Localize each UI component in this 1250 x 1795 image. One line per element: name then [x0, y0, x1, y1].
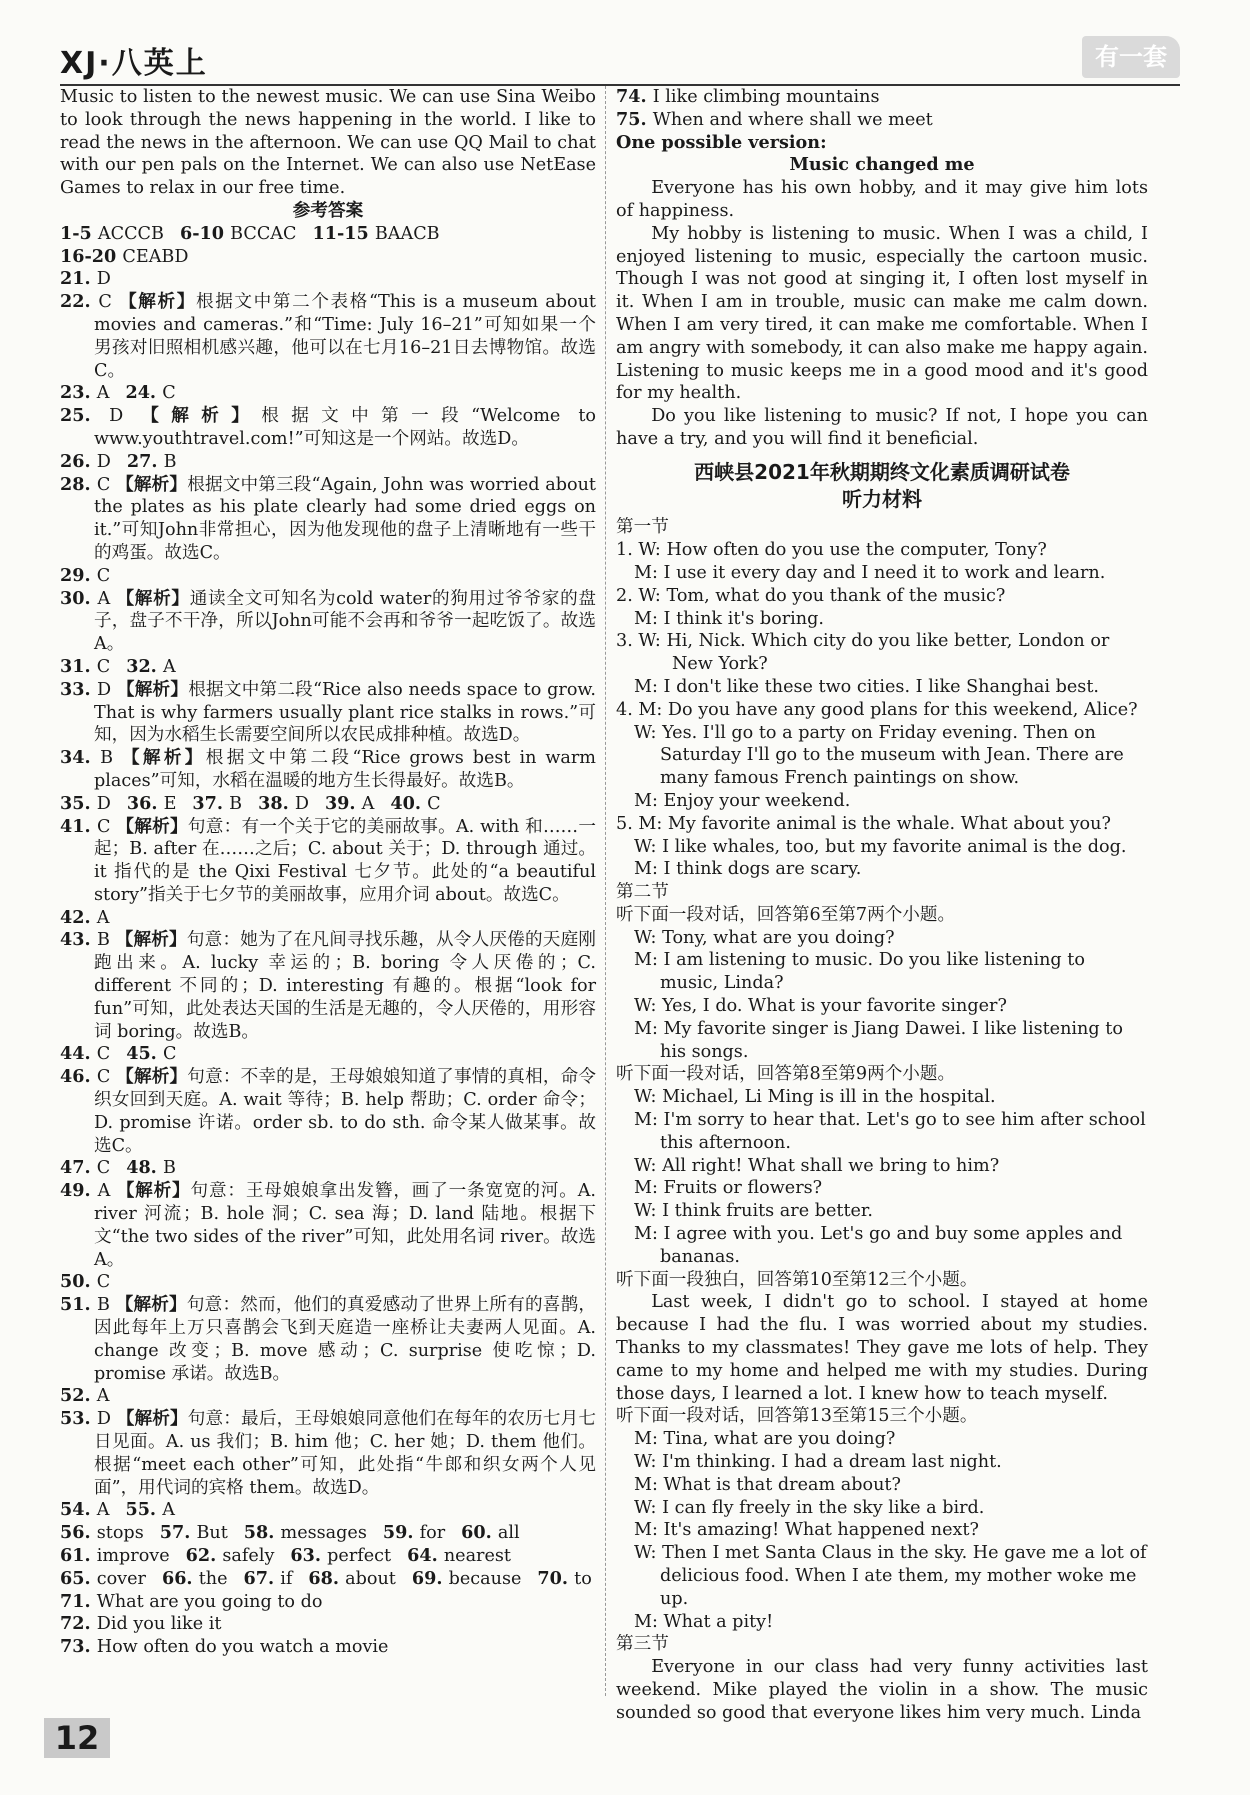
- answer-number: 68.: [308, 1567, 346, 1589]
- answer-number: 36.: [126, 792, 164, 814]
- dialogue-line: M: Enjoy your weekend.: [634, 790, 851, 811]
- dialogue-line: W: I can fly freely in the sky like a bird.: [634, 1497, 985, 1518]
- answer-item: 62. safely: [185, 1545, 275, 1566]
- left-column: [60, 86, 596, 1659]
- answer-number: 30.: [60, 587, 98, 609]
- dialogue: [616, 1428, 1148, 1633]
- answer-number: 55.: [125, 1499, 163, 1521]
- dialogue: [616, 927, 1148, 1064]
- explained-answer: [60, 291, 596, 382]
- explanation-text: 根据文中第二段“Rice also needs space to grow. That is why farmers usually plant rice stalks in rows.”可知，因为水稻生长需要空间所以农民成排种植。故选D。: [94, 679, 596, 746]
- dialogue-line: 1. W: How often do you use the computer, Tony?: [616, 540, 1047, 561]
- section-label: 第三节: [616, 1634, 669, 1655]
- answer-number: 64.: [407, 1545, 444, 1566]
- answer-item: 37. B: [192, 792, 243, 814]
- monologue-text: Last week, I didn't go to school. I stayed at home because I had the flu. I was worried about my studies. Thanks to my classmates! They gave me lots of help. They came to my home and helped me with my studies. During those days, I learned a lot. I knew how to teach myself.: [616, 1292, 1148, 1404]
- answer-row: [60, 1568, 596, 1591]
- listening-instruction: 听下面一段对话，回答第8至第9两个小题。: [616, 1064, 956, 1085]
- answer-number: 25.: [60, 405, 110, 427]
- answer-row: [60, 1271, 596, 1294]
- explanation-tag: 【解析】: [116, 473, 188, 495]
- intro-paragraph: Music to listen to the newest music. We can use Sina Weibo to look through the news happening in the world. I like to read the news in the afternoon. We can use QQ Mail to chat with our pen pals on the Internet. We can also use NetEase Games to relax in our free time.: [60, 87, 596, 199]
- answer-number: 37.: [192, 792, 230, 814]
- explanation-tag: 【解析】: [116, 587, 190, 609]
- answer-item: 29. C: [60, 564, 111, 586]
- explanation-text: 句意：不幸的是，王母娘娘知道了事情的真相，命令织女回到天庭。A. wait 等待；B. help 帮助；C. order 命令；D. promise 许诺。order sb. to do sth. 命令某人做某事。故选C。: [94, 1067, 596, 1156]
- answer-number: 39.: [324, 792, 362, 814]
- answer-number: 67.: [243, 1567, 281, 1589]
- answer-row: [60, 1385, 596, 1408]
- explanation-text: 通读全文可知名为cold water的狗用过爷爷家的盘子，盘子不干净，所以John可能不会再和爷爷一起吃饭了。故选A。: [94, 588, 596, 655]
- explanation-tag: 【解析】: [115, 1294, 187, 1316]
- answer-item: 70. to: [537, 1567, 592, 1589]
- answer-item: 39. A: [324, 792, 375, 814]
- explained-answer: [60, 929, 596, 1043]
- column-divider: [605, 86, 606, 1696]
- explained-answer: [60, 679, 596, 747]
- answer-choice: D: [96, 1409, 117, 1430]
- answer-number: 46.: [60, 1066, 97, 1088]
- answer-number: 26.: [60, 450, 97, 472]
- answer-item: 27. B: [126, 450, 177, 472]
- answer-item: 56. stops: [60, 1522, 144, 1544]
- final-passage: Everyone in our class had very funny activities last weekend. Mike played the violin in a show. The music sounded so good that everyone likes him very much. Linda: [616, 1657, 1148, 1723]
- answer-item: 60. all: [461, 1522, 520, 1544]
- explanation-text: 句意：有一个关于它的美丽故事。A. with 和……一起；B. after 在……之后；C. about 关于；D. through 通过。it 指代的是 the Qixi Festival 七夕节。此处的“a beautiful story”指关于七夕节的美丽故事，应用介词 about。故选C。: [94, 816, 596, 905]
- dialogue-line: M: I'm sorry to hear that. Let's go to see him after school this afternoon.: [634, 1110, 1146, 1153]
- answer-item: 42. A: [60, 906, 110, 928]
- version-label: One possible version:: [616, 131, 827, 153]
- answer-number: 65.: [60, 1567, 97, 1589]
- answer-item: 52. A: [60, 1385, 110, 1407]
- explained-answer: [60, 747, 596, 793]
- answer-number: 59.: [382, 1522, 420, 1544]
- answer-number: 11-15: [312, 222, 375, 244]
- answer-number: 42.: [60, 906, 97, 928]
- exam-title: 西峡县2021年秋期期终文化素质调研试卷: [694, 459, 1070, 484]
- dialogue-line: M: I think it's boring.: [634, 608, 824, 629]
- answer-item: 48. B: [126, 1157, 176, 1179]
- answer-number: 21.: [60, 268, 97, 290]
- answer-number: 1-5: [60, 222, 98, 244]
- answer-item: 64. nearest: [407, 1545, 511, 1566]
- answer-number: 35.: [60, 792, 97, 814]
- answer-item: 1-5 ACCCB: [60, 222, 164, 244]
- explained-answer: [60, 1066, 596, 1157]
- answer-choice: D: [96, 679, 117, 700]
- explanation-text: 根据文中第二个表格“This is a museum about movies and cameras.”和“Time: July 16–21”可知如果一个男孩对旧照相机感兴趣，他可以在七月16–21日去博物馆。故选C。: [94, 292, 596, 381]
- answer-number: 28.: [60, 473, 97, 495]
- listening-instruction: 听下面一段对话，回答第13至第15三个小题。: [616, 1406, 978, 1427]
- answer-item: 73. How often do you watch a movie: [60, 1636, 389, 1658]
- dialogue-line: M: It's amazing! What happened next?: [634, 1520, 979, 1541]
- answer-choice: C: [98, 292, 120, 313]
- listening-instruction: 听下面一段独白，回答第10至第12三个小题。: [616, 1269, 978, 1290]
- explained-answer: [60, 588, 596, 656]
- answer-row: [60, 1591, 596, 1614]
- answer-item: 31. C: [60, 655, 111, 677]
- answer-item: 32. A: [126, 655, 176, 677]
- explanation-text: 句意：然而，他们的真爱感动了世界上所有的喜鹊，因此每年上万只喜鹊会飞到天庭造一座桥让夫妻两人见面。A. change 改变；B. move 感动；C. surprise 使吃惊；D. promise 承诺。故选B。: [94, 1295, 596, 1384]
- answer-number: 31.: [60, 655, 97, 677]
- answer-number: 33.: [60, 678, 97, 700]
- dialogue-line: M: My favorite singer is Jiang Dawei. I like listening to his songs.: [634, 1018, 1123, 1062]
- answer-item: 16-20 CEABD: [60, 245, 189, 267]
- answer-row: [60, 793, 596, 816]
- section-label: 第二节: [616, 882, 669, 903]
- answer-number: 56.: [60, 1522, 97, 1544]
- dialogue-line: M: Tina, what are you doing?: [634, 1429, 896, 1450]
- answer-item: 50. C: [60, 1271, 111, 1293]
- dialogue-line: M: What is that dream about?: [634, 1474, 901, 1495]
- dialogue-line: W: Yes. I'll go to a party on Friday evening. Then on Saturday I'll go to the museum with Jean. There are many famous French paintings on show.: [634, 722, 1124, 789]
- dialogue-line: M: I am listening to music. Do you like listening to music, Linda?: [634, 950, 1085, 994]
- explanation-tag: 【解析】: [121, 747, 206, 769]
- answer-item: 24. C: [125, 382, 176, 404]
- answer-number: 62.: [185, 1545, 223, 1566]
- answer-row: [616, 86, 1148, 109]
- answer-row: [60, 1636, 596, 1659]
- dialogue: [616, 585, 1148, 631]
- answer-item: 55. A: [125, 1499, 175, 1521]
- explanation-tag: 【解析】: [119, 291, 196, 313]
- listening-instruction: 听下面一段对话，回答第6至第7两个小题。: [616, 904, 956, 925]
- answer-row: [60, 656, 596, 679]
- dialogue-line: 4. M: Do you have any good plans for this weekend, Alice?: [616, 699, 1138, 720]
- answer-number: 34.: [60, 747, 101, 769]
- brand-badge: 有一套: [1082, 36, 1180, 78]
- dialogue-line: M: I think dogs are scary.: [634, 859, 862, 880]
- answer-item: 54. A: [60, 1499, 110, 1521]
- answer-item: 57. But: [159, 1522, 228, 1544]
- dialogue-line: W: All right! What shall we bring to him?: [634, 1155, 1000, 1176]
- answer-item: 40. C: [390, 792, 441, 814]
- dialogue-line: W: Then I met Santa Claus in the sky. He gave me a lot of delicious food. When I ate them, my mother woke me up.: [634, 1543, 1147, 1609]
- explained-answer: [60, 474, 596, 565]
- answer-number: 43.: [60, 929, 97, 951]
- essay-paragraph: Everyone has his own hobby, and it may give him lots of happiness.: [616, 178, 1148, 221]
- answer-item: 66. the: [161, 1567, 228, 1589]
- answer-row: [60, 1613, 596, 1636]
- page-number: 12: [44, 1718, 110, 1758]
- essay-paragraph: Do you like listening to music? If not, I hope you can have a try, and you will find it beneficial.: [616, 406, 1148, 449]
- answer-number: 29.: [60, 564, 97, 586]
- dialogue-line: 3. W: Hi, Nick. Which city do you like better, London or New York?: [616, 631, 1110, 675]
- answer-item: 71. What are you going to do: [60, 1590, 323, 1612]
- answer-number: 58.: [243, 1522, 281, 1544]
- answer-row: [60, 382, 596, 405]
- explanation-text: 句意：最后，王母娘娘同意他们在每年的农历七月七日见面。A. us 我们；B. him 他；C. her 她；D. them 他们。根据“meet each other”可知，此处指“牛郎和织女两个人见面”，用代词的宾格 them。故选D。: [94, 1409, 596, 1498]
- answer-choice: B: [100, 748, 122, 769]
- answer-item: 26. D: [60, 450, 111, 472]
- answer-row: [60, 907, 596, 930]
- answer-item: 11-15 BAACB: [312, 222, 440, 244]
- answer-item: 63. perfect: [290, 1545, 392, 1566]
- explained-answer: [60, 1180, 596, 1271]
- answer-number: 52.: [60, 1385, 97, 1407]
- answer-number: 50.: [60, 1271, 97, 1293]
- answer-number: 6-10: [179, 222, 231, 244]
- answer-number: 44.: [60, 1043, 97, 1065]
- answers-title: 参考答案: [292, 199, 364, 221]
- answer-number: 53.: [60, 1408, 97, 1430]
- answer-number: 32.: [126, 655, 163, 677]
- explanation-text: 句意：她为了在凡间寻找乐趣，从令人厌倦的天庭刚跑出来。A. lucky 幸运的；B. boring 令人厌倦的；C. different 不同的；D. interesting 有趣的。根据“look for fun”可知，此处表达天国的生活是无趣的，令人厌倦的，用形容词 boring。故选B。: [94, 930, 596, 1042]
- answer-number: 72.: [60, 1613, 97, 1635]
- dialogue-line: W: Michael, Li Ming is ill in the hospital.: [634, 1087, 996, 1108]
- answer-number: 38.: [258, 792, 295, 814]
- answer-row: [60, 1522, 596, 1545]
- dialogue: [616, 539, 1148, 585]
- answer-row: [60, 1043, 596, 1066]
- answer-number: 23.: [60, 382, 97, 404]
- answer-number: 74.: [616, 86, 653, 107]
- answer-number: 70.: [537, 1567, 575, 1589]
- exam-subtitle: 听力材料: [842, 486, 922, 511]
- answer-item: 65. cover: [60, 1567, 146, 1589]
- answer-number: 41.: [60, 815, 98, 837]
- answer-number: 16-20: [60, 245, 123, 267]
- answer-item: 58. messages: [243, 1522, 367, 1544]
- answer-row: [60, 223, 596, 246]
- explanation-tag: 【解析】: [116, 1408, 188, 1430]
- answer-row: [60, 565, 596, 588]
- explanation-tag: 【解析】: [116, 1180, 191, 1202]
- right-column: [616, 86, 1148, 1725]
- answer-item: 61. improve: [60, 1545, 170, 1566]
- answer-number: 22.: [60, 291, 99, 313]
- dialogue-line: M: I agree with you. Let's go and buy some apples and bananas.: [634, 1224, 1123, 1267]
- explanation-tag: 【解析】: [116, 1066, 188, 1088]
- answer-item: 69. because: [411, 1567, 522, 1589]
- answer-number: 54.: [60, 1499, 97, 1521]
- dialogue: [616, 813, 1148, 881]
- answer-choice: D: [109, 406, 142, 427]
- answer-number: 45.: [126, 1043, 163, 1065]
- dialogue: [616, 1086, 1148, 1268]
- dialogue-line: W: Yes, I do. What is your favorite singer?: [634, 996, 1007, 1017]
- explained-answer: [60, 1408, 596, 1499]
- answer-item: 72. Did you like it: [60, 1613, 222, 1635]
- answer-number: 60.: [461, 1522, 498, 1544]
- answer-number: 51.: [60, 1294, 97, 1316]
- essay-title: Music changed me: [789, 154, 975, 176]
- explanation-text: 根据文中第三段“Again, John was worried about the plates as his plate clearly had some dried eggs on it.”可知John非常担心，因为他发现他的盘子上清晰地有一些干的鸡蛋。故选C。: [94, 474, 596, 563]
- answer-number: 71.: [60, 1590, 97, 1612]
- answer-item: 23. A: [60, 382, 110, 404]
- dialogue-line: M: Fruits or flowers?: [634, 1178, 823, 1199]
- answer-number: 73.: [60, 1636, 97, 1658]
- answer-row: [60, 451, 596, 474]
- explained-answer: [60, 1294, 596, 1385]
- explanation-text: 根据文中第二段“Rice grows best in warm places”可知，水稻在温暖的地方生长得最好。故选B。: [94, 748, 596, 791]
- answer-item: 75. When and where shall we meet: [616, 108, 933, 130]
- answer-choice: A: [97, 1181, 117, 1202]
- answer-row: [60, 246, 596, 269]
- dialogue-line: 5. M: My favorite animal is the whale. What about you?: [616, 813, 1111, 834]
- answer-item: 44. C: [60, 1043, 111, 1065]
- answer-row: [60, 1545, 596, 1568]
- answer-item: 68. about: [308, 1567, 396, 1589]
- dialogue-line: W: I think fruits are better.: [634, 1201, 874, 1222]
- answer-number: 49.: [60, 1180, 98, 1202]
- dialogue-line: W: Tony, what are you doing?: [634, 927, 895, 948]
- answer-number: 66.: [161, 1567, 199, 1589]
- answer-row: [60, 1499, 596, 1522]
- answer-choice: C: [96, 474, 117, 495]
- explanation-tag: 【解析】: [116, 678, 189, 700]
- answer-choice: A: [97, 588, 117, 609]
- dialogue: [616, 699, 1148, 813]
- answer-number: 47.: [60, 1157, 97, 1179]
- explanation-tag: 【解析】: [116, 815, 188, 837]
- answer-choice: B: [96, 930, 116, 951]
- answer-item: 35. D: [60, 792, 111, 814]
- essay-paragraph: My hobby is listening to music. When I was a child, I enjoyed listening to music, especially the cartoon music. Though I was not good at singing it, I often lost myself in it. When I am in trouble, music can make me calm down. When I am very tired, it can make me comfortable. When I am angry with somebody, it can also make me happy again. Listening to music keeps me in a good mood and it's good for my health.: [616, 223, 1148, 404]
- answer-item: 21. D: [60, 268, 111, 290]
- section-label: 第一节: [616, 517, 669, 538]
- answer-number: 75.: [616, 108, 653, 130]
- answer-number: 48.: [126, 1157, 163, 1179]
- header-title: XJ·八英上: [60, 46, 208, 81]
- answer-number: 69.: [411, 1567, 449, 1589]
- answer-number: 24.: [125, 382, 163, 404]
- dialogue-line: M: I don't like these two cities. I like Shanghai best.: [634, 676, 1099, 697]
- dialogue-line: W: I like whales, too, but my favorite animal is the dog.: [634, 836, 1127, 857]
- answer-item: 45. C: [126, 1043, 177, 1065]
- answer-choice: B: [96, 1295, 116, 1316]
- answer-choice: C: [96, 1067, 117, 1088]
- dialogue-line: W: I'm thinking. I had a dream last night.: [634, 1452, 1002, 1473]
- explanation-text: 根据文中第一段“Welcome to www.youthtravel.com!”可知这是一个网站。故选D。: [94, 406, 596, 449]
- dialogue: [616, 630, 1148, 698]
- answer-number: 57.: [159, 1522, 197, 1544]
- answer-number: 40.: [390, 792, 428, 814]
- answer-item: 67. if: [243, 1567, 293, 1589]
- dialogue-line: M: What a pity!: [634, 1611, 774, 1632]
- answer-choice: C: [97, 816, 117, 837]
- answer-item: 38. D: [258, 792, 309, 814]
- answer-row: [60, 1157, 596, 1180]
- answer-item: 47. C: [60, 1157, 111, 1179]
- explanation-tag: 【解析】: [115, 929, 187, 951]
- explained-answer: [60, 405, 596, 451]
- explained-answer: [60, 816, 596, 907]
- answer-item: 59. for: [382, 1522, 446, 1544]
- dialogue-line: M: I use it every day and I need it to work and learn.: [634, 562, 1106, 583]
- explanation-tag: 【解析】: [141, 405, 262, 427]
- dialogue-line: 2. W: Tom, what do you thank of the music?: [616, 585, 1006, 606]
- answer-row: [616, 109, 1148, 132]
- answer-item: 74. I like climbing mountains: [616, 86, 880, 107]
- answer-number: 61.: [60, 1545, 97, 1566]
- answer-number: 63.: [290, 1545, 328, 1566]
- answer-item: 36. E: [126, 792, 177, 814]
- answer-row: [60, 268, 596, 291]
- answer-number: 27.: [126, 450, 164, 472]
- answer-item: 6-10 BCCAC: [179, 222, 297, 244]
- explanation-text: 句意：王母娘娘拿出发簪，画了一条宽宽的河。A. river 河流；B. hole 洞；C. sea 海；D. land 陆地。根据下文“the two sides of the river”可知，此处用名词 river。故选A。: [94, 1181, 596, 1270]
